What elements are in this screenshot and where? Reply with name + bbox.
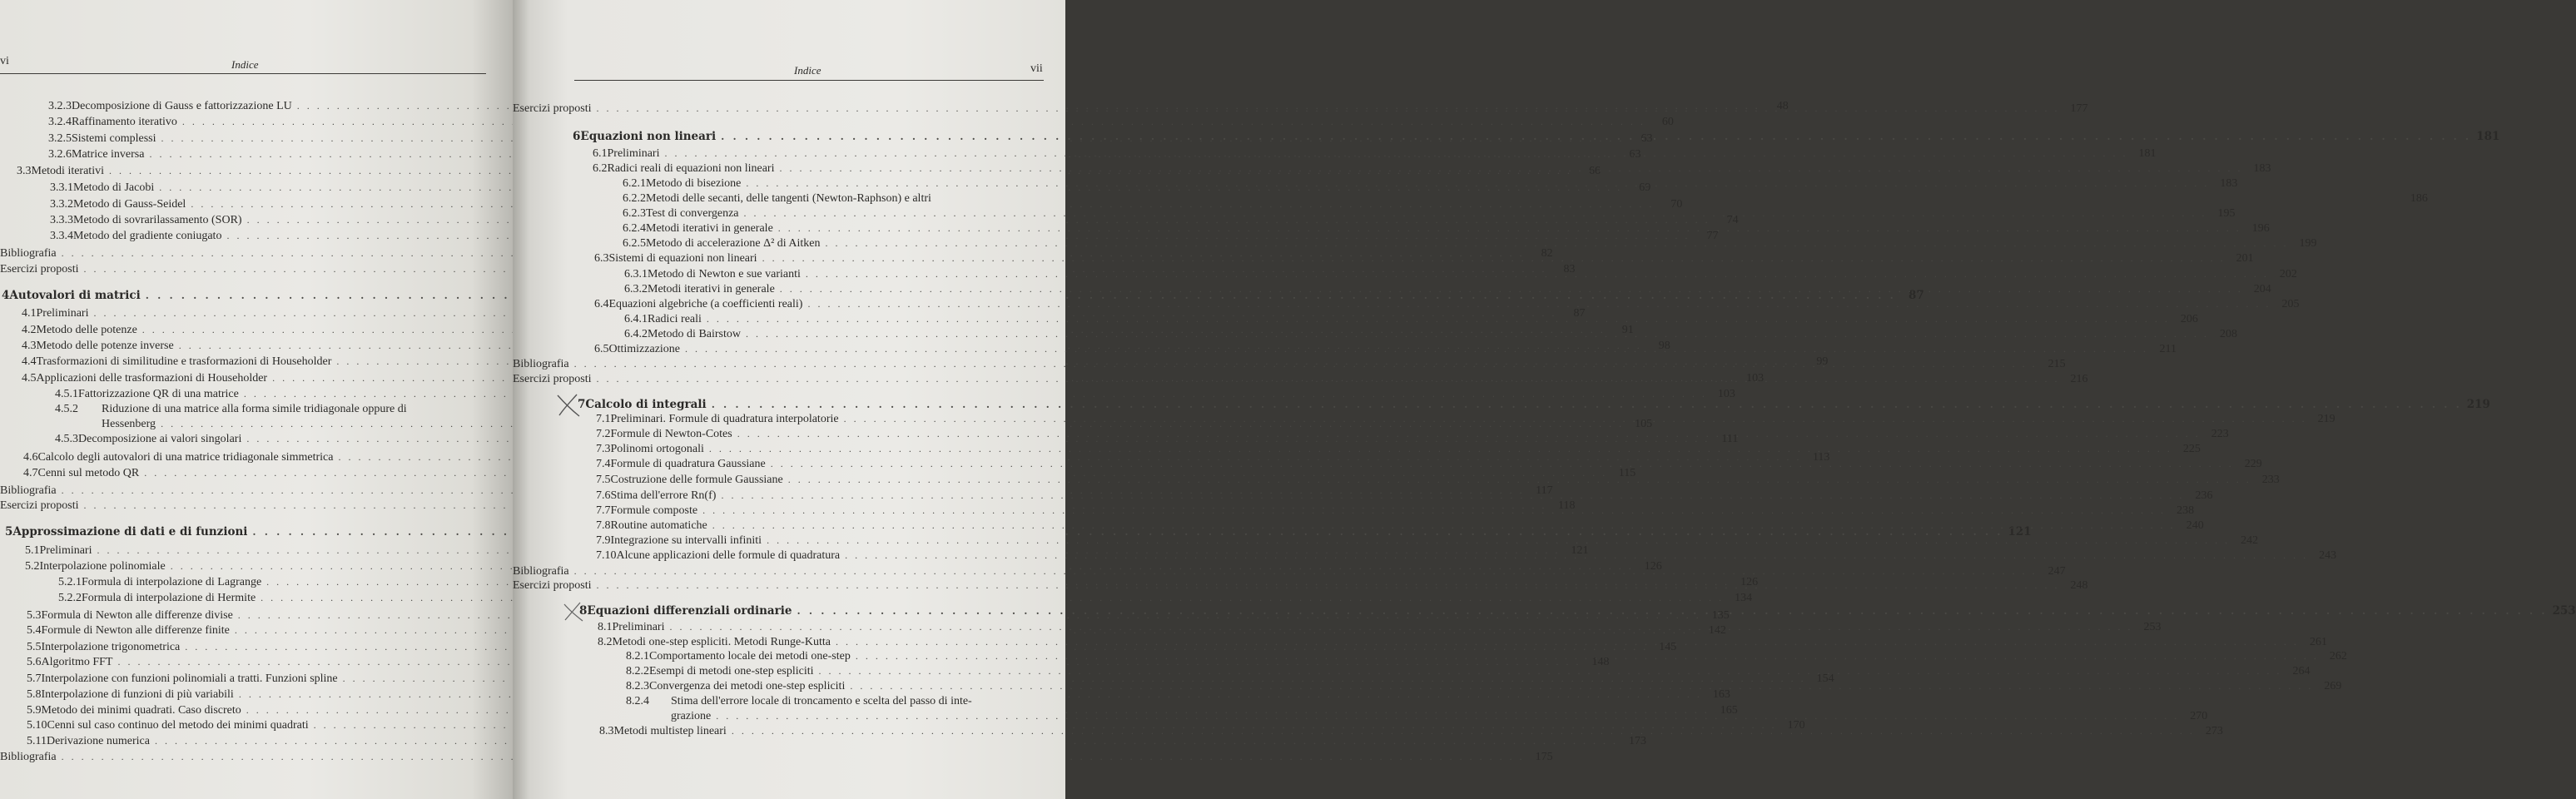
toc-entry-number: 5.2.2	[58, 592, 82, 604]
toc-entry-page: 236	[2195, 489, 2213, 502]
toc-entry-page: 82	[1541, 247, 1553, 260]
toc-entry-number: 6.2.1	[623, 177, 646, 190]
toc-entry-title: Costruzione delle formule Gaussiane	[610, 474, 783, 486]
toc-leader-dots	[737, 426, 2201, 441]
toc-entry-number: 6.5	[594, 343, 609, 355]
toc-entry-title: Riduzione di una matrice alla forma simile tridiagonale oppure di	[102, 403, 407, 415]
toc-entry-page: 66	[1588, 165, 1601, 177]
toc-leader-dots	[826, 236, 2289, 251]
toc-entry-number: 5.8	[27, 688, 42, 701]
toc-entry-number: 8.2.3	[626, 680, 649, 692]
toc-entry-page: 270	[2190, 710, 2208, 722]
toc-entry-number: 7.9	[596, 534, 611, 547]
toc-entry-number: 8	[579, 604, 588, 618]
toc-entry-number: 4.7	[23, 467, 38, 479]
toc-entry-page: 264	[2292, 665, 2310, 677]
toc-entry-number: 7.7	[596, 504, 611, 517]
toc-entry	[594, 296, 2300, 312]
toc-entry-title: Polinomi ortogonali	[610, 443, 704, 455]
toc-entry-number: 4.4	[22, 355, 37, 368]
toc-entry-number: 3.3.4	[50, 230, 73, 242]
toc-entry-title: Calcolo di integrali	[585, 398, 707, 411]
toc-entry-page: 219	[2317, 413, 2335, 425]
toc-entry-number: 4.5.1	[55, 388, 78, 400]
toc-entry-title: Ottimizzazione	[608, 343, 681, 355]
toc-entry-number: 4.5.2	[55, 403, 78, 415]
toc-entry-page: 223	[2211, 428, 2229, 440]
toc-entry-page: 118	[1558, 499, 1576, 512]
toc-entry-page: 48	[1776, 100, 1789, 112]
toc-leader-dots	[709, 441, 2172, 456]
toc-entry-number: 5.2.1	[58, 576, 82, 588]
toc-entry-page: 98	[1658, 340, 1670, 352]
toc-entry-title: Formule composte	[610, 504, 698, 517]
toc-entry-title: Fattorizzazione QR di una matrice	[78, 388, 239, 400]
toc-entry-title: Alcune applicazioni delle formule di quadratura	[616, 549, 841, 562]
toc-entry-title: Autovalori di matrici	[9, 289, 141, 302]
toc-entry-page: 145	[1659, 641, 1677, 653]
toc-entry-page: 269	[2324, 680, 2342, 692]
toc-entry-title: Formule di Newton alle differenze finite	[41, 624, 230, 637]
toc-entry-page: 154	[1816, 672, 1834, 685]
toc-entry-number: 5.3	[27, 609, 42, 622]
toc-entry-number: 5.5	[27, 641, 42, 653]
toc-entry-title: Metodi delle secanti, delle tangenti (Newton-Raphson) e altri	[646, 192, 931, 205]
toc-entry-page: 126	[1740, 576, 1759, 588]
toc-entry-title: Esempi di metodi one-step espliciti	[649, 665, 814, 677]
toc-entry-page: 126	[1644, 560, 1662, 573]
toc-entry-title: Metodi one-step espliciti. Metodi Runge-Kutta	[612, 636, 831, 648]
toc-entry-number: 8.2	[598, 636, 613, 648]
toc-entry-number: 8.3	[599, 725, 614, 737]
toc-entry	[626, 694, 1044, 709]
toc-leader-dots	[665, 146, 2128, 161]
toc-leader-dots	[685, 341, 2148, 356]
toc-leader-dots	[797, 603, 2547, 618]
toc-entry-page: 121	[2008, 525, 2032, 538]
toc-entry-title: Metodo delle potenze	[36, 324, 137, 336]
toc-entry-number: 5.10	[27, 719, 47, 732]
toc-entry-page: 87	[1573, 307, 1586, 320]
toc-leader-dots	[596, 578, 2059, 593]
toc-entry-title: Metodo di sovrarilassamento (SOR)	[73, 214, 242, 226]
toc-leader-dots	[712, 518, 2176, 533]
toc-entry-page: 225	[2182, 443, 2201, 455]
toc-entry-title: Metodo di Bairstow	[648, 328, 741, 340]
handwritten-x-mark-icon	[561, 599, 586, 624]
toc-entry-title: Approssimazione di dati e di funzioni	[12, 525, 248, 538]
toc-entry-page: 181	[2138, 147, 2157, 160]
toc-entry-title: Bibliografia	[0, 247, 57, 260]
handwritten-x-mark-icon	[554, 391, 586, 419]
toc-entry-page: 183	[2253, 162, 2271, 175]
toc-entry-title: Raffinamento iterativo	[72, 116, 177, 128]
toc-leader-dots	[807, 296, 2271, 311]
toc-entry-number: 4.5.3	[55, 433, 78, 445]
toc-entry-title: Interpolazione trigonometrica	[41, 641, 181, 653]
toc-leader-dots	[844, 411, 2307, 426]
toc-entry-page: 173	[1628, 735, 1646, 747]
toc-leader-dots	[574, 563, 2037, 578]
toc-entry-number: 6.2.3	[623, 207, 646, 220]
toc-entry-number: 5.1	[25, 544, 40, 557]
toc-entry-page: 142	[1708, 624, 1726, 637]
toc-entry-number: 7.5	[596, 474, 611, 486]
toc-entry-number: 6.2.4	[623, 222, 646, 235]
right-running-head: Indice	[794, 64, 821, 77]
toc-leader-dots	[788, 472, 2251, 487]
toc-leader-dots	[712, 397, 2462, 412]
toc-leader-dots	[716, 708, 2179, 723]
toc-entry-title: Metodo di Jacobi	[73, 181, 155, 194]
toc-entry-page: 105	[1635, 418, 1653, 430]
toc-entry-page: 247	[2047, 565, 2066, 578]
toc-entry-page: 208	[2220, 328, 2237, 340]
toc-leader-dots	[744, 206, 2207, 221]
toc-leader-dots	[819, 663, 2282, 678]
toc-entry-title: Equazioni differenziali ordinarie	[587, 604, 792, 618]
toc-entry-page: 186	[2410, 192, 2428, 205]
left-running-head: Indice	[231, 58, 259, 71]
toc-entry-page: 103	[1717, 388, 1735, 400]
toc-entry-title: Sistemi complessi	[72, 132, 156, 145]
toc-entry-title: Preliminari	[612, 621, 665, 633]
toc-entry	[0, 749, 1553, 765]
toc-entry-title: Derivazione numerica	[46, 735, 150, 747]
toc-entry-title: Esercizi proposti	[513, 579, 592, 592]
toc-entry-page: 273	[2205, 725, 2223, 737]
toc-leader-dots	[836, 634, 2299, 649]
toc-entry-number: 7.10	[596, 549, 617, 562]
toc-entry-page: 262	[2329, 650, 2347, 663]
toc-entry-title: Algoritmo FFT	[41, 656, 113, 668]
toc-entry	[58, 590, 1753, 606]
toc-entry-number: 5.11	[27, 735, 47, 747]
toc-entry-title: Metodo delle potenze inverse	[36, 340, 174, 352]
toc-entry-title: Preliminari	[39, 544, 92, 557]
toc-entry-number: 6.2.2	[623, 192, 646, 205]
toc-entry-page: 253	[2552, 604, 2576, 618]
toc-entry-title: Decomposizione di Gauss e fattorizzazione LU	[72, 100, 292, 112]
toc-entry-number: 3.3.2	[50, 198, 73, 211]
toc-entry-title: Comportamento locale dei metodi one-step	[649, 650, 851, 663]
toc-entry-page: 77	[1706, 230, 1719, 242]
toc-entry-title: Metodo di Newton e sue varianti	[648, 268, 801, 280]
toc-entry-title: Esercizi proposti	[513, 373, 592, 385]
toc-leader-dots	[850, 678, 2313, 693]
toc-entry-title: Bibliografia	[513, 358, 569, 370]
toc-entry-number: 5.6	[27, 656, 42, 668]
toc-entry	[55, 402, 486, 417]
toc-entry-page: 170	[1787, 719, 1805, 732]
toc-entry-title: Cenni sul metodo QR	[37, 467, 140, 479]
toc-entry-title: Preliminari	[36, 307, 89, 320]
toc-entry-title: Radici reali	[648, 313, 702, 325]
toc-entry-page: 87	[1908, 289, 1924, 302]
toc-entry-page: 99	[1816, 355, 1829, 368]
toc-entry-number: 3.2.3	[48, 100, 72, 112]
toc-entry-number: 7.6	[596, 489, 611, 502]
toc-entry-page: 195	[2217, 207, 2236, 220]
toc-entry-title: Metodi iterativi in generale	[648, 283, 775, 295]
toc-leader-dots	[670, 619, 2133, 634]
toc-entry-title: Sistemi di equazioni non lineari	[608, 252, 757, 265]
toc-entry-page: 211	[2159, 343, 2177, 355]
toc-entry-page: 135	[1711, 609, 1730, 622]
toc-entry-number: 7.3	[596, 443, 611, 455]
toc-leader-dots	[746, 326, 2209, 341]
toc-entry-page: 201	[2236, 252, 2254, 265]
toc-entry	[596, 533, 2259, 548]
toc-entry-number: 8.2.2	[626, 665, 649, 677]
toc-leader-dots	[780, 281, 2243, 296]
toc-entry-page: 63	[1640, 132, 1653, 145]
toc-entry-title: Test di convergenza	[646, 207, 739, 220]
toc-entry-number: 4.2	[22, 324, 37, 336]
toc-entry-number: 4.1	[22, 307, 37, 320]
toc-entry-number: 8.1	[598, 621, 613, 633]
toc-leader-dots	[702, 503, 2166, 518]
toc-entry-title: Formule di Newton-Cotes	[610, 428, 732, 440]
toc-entry-page: 121	[1571, 544, 1589, 557]
toc-entry-page: 111	[1721, 433, 1739, 445]
toc-leader-dots	[596, 371, 2059, 386]
toc-entry-page: 163	[1712, 688, 1730, 701]
toc-entry-number: 4.6	[23, 451, 38, 464]
toc-entry-title-continuation: grazione	[671, 710, 712, 722]
toc-entry-title: Metodo del gradiente coniugato	[73, 230, 222, 242]
left-page-number: vi	[0, 55, 9, 67]
toc-entry-number: 4	[2, 289, 10, 302]
toc-entry-title: Metodi iterativi	[31, 165, 104, 177]
toc-entry-number: 6.4.1	[624, 313, 648, 325]
toc-entry-page: 243	[2319, 549, 2337, 562]
toc-entry-number: 6.4	[594, 298, 609, 310]
toc-entry-title: Interpolazione polinomiale	[39, 560, 166, 573]
toc-entry	[596, 441, 2201, 457]
toc-entry-title: Esercizi proposti	[513, 102, 592, 115]
toc-entry-number: 6.2	[593, 162, 608, 175]
toc-entry-title: Applicazioni delle trasformazioni di Householder	[36, 372, 268, 385]
toc-entry-page: 202	[2279, 268, 2297, 280]
toc-entry-number: 3.3.3	[50, 214, 73, 226]
toc-entry-title: Matrice inversa	[72, 148, 145, 161]
toc-entry-page: 69	[1639, 181, 1651, 194]
toc-entry-title: Equazioni non lineari	[580, 130, 717, 143]
toc-leader-dots	[771, 456, 2234, 471]
right-page-number: vii	[1030, 62, 1043, 75]
toc-entry-page: 196	[2251, 222, 2270, 235]
toc-leader-dots	[767, 533, 2230, 548]
toc-entry-number: 5.2	[25, 560, 40, 573]
toc-entry-number: 7.8	[596, 519, 611, 532]
toc-entry-page: 248	[2070, 579, 2088, 592]
toc-entry-title: Esercizi proposti	[0, 499, 79, 512]
left-header-rule	[0, 73, 486, 74]
toc-entry-title: Metodo di accelerazione Δ² di Aitken	[646, 237, 821, 250]
toc-entry-page: 175	[1535, 751, 1553, 763]
toc-entry-title: Equazioni algebriche (a coefficienti reali)	[608, 298, 803, 310]
toc-entry-page: 261	[2309, 636, 2327, 648]
toc-entry-title: Preliminari	[607, 147, 660, 160]
toc-entry-title: Formula di interpolazione di Hermite	[82, 592, 256, 604]
toc-entry-number: 8.2.1	[626, 650, 649, 663]
toc-leader-dots	[762, 251, 2226, 266]
toc-entry-title: Routine automatiche	[610, 519, 707, 532]
toc-entry-title: Metodo di bisezione	[646, 177, 742, 190]
toc-entry-page: 103	[1746, 372, 1764, 385]
toc-entry-number: 6.1	[593, 147, 608, 160]
toc-entry-page: 181	[2476, 130, 2500, 143]
toc-entry-page: 117	[1536, 484, 1553, 497]
toc-entry-number: 3.2.6	[48, 148, 72, 161]
toc-entry-page: 183	[2220, 177, 2238, 190]
toc-entry-number: 5.9	[27, 704, 42, 717]
toc-entry-number: 5.4	[27, 624, 42, 637]
toc-entry-page: 63	[1629, 148, 1641, 161]
toc-entry-title: Metodi iterativi in generale	[646, 222, 773, 235]
toc-leader-dots	[574, 356, 2037, 371]
toc-entry-title: Trasformazioni di similitudine e trasformazioni di Householder	[36, 355, 332, 368]
toc-entry-number: 6.3.1	[624, 268, 648, 280]
toc-entry-number: 8.2.4	[626, 695, 649, 707]
toc-leader-dots	[746, 176, 2209, 191]
toc-entry-page: 216	[2070, 373, 2088, 385]
toc-entry-number: 4.3	[22, 340, 37, 352]
toc-entry-title: Interpolazione di funzioni di più variabili	[41, 688, 234, 701]
toc-entry-title: Metodo dei minimi quadrati. Caso discreto	[41, 704, 241, 717]
toc-chapter-entry	[578, 397, 2490, 412]
toc-entry-page: 229	[2244, 458, 2262, 470]
toc-leader-dots	[732, 723, 2195, 738]
toc-leader-dots	[721, 129, 2471, 144]
toc-entry-page: 219	[2466, 398, 2490, 411]
toc-entry-number: 4.5	[22, 372, 37, 385]
toc-entry-page: 113	[1812, 451, 1830, 464]
toc-leader-dots	[806, 266, 2269, 281]
toc-entry-page: 204	[2253, 283, 2271, 295]
toc-entry-title: Metodi multistep lineari	[613, 725, 727, 737]
toc-leader-dots	[596, 101, 2059, 116]
toc-leader-dots	[856, 648, 2319, 663]
toc-entry-number: 7	[578, 398, 586, 411]
right-header-rule	[574, 80, 1044, 81]
toc-entry-number: 5.7	[27, 672, 42, 685]
toc-entry-title: Formula di Newton alle differenze divise	[41, 609, 233, 622]
toc-entry-page: 215	[2047, 358, 2066, 370]
toc-entry-number: 6.3	[594, 252, 609, 265]
toc-entry-page: 91	[1621, 324, 1634, 336]
toc-entry-page: 70	[1670, 198, 1683, 211]
toc-entry-number: 6.4.2	[624, 328, 648, 340]
toc-entry-page: 134	[1735, 592, 1753, 604]
toc-entry-title: Metodo di Gauss-Seidel	[73, 198, 186, 211]
toc-leader-dots	[778, 221, 2241, 236]
toc-entry-page: 205	[2281, 298, 2300, 310]
toc-entry-number: 6.3.2	[624, 283, 648, 295]
toc-entry-title: Formula di interpolazione di Lagrange	[82, 576, 262, 588]
toc-entry-number: 3.3	[17, 165, 32, 177]
toc-entry-number: 3.3.1	[50, 181, 73, 194]
toc-entry	[48, 114, 1674, 130]
toc-entry-page: 242	[2241, 534, 2259, 547]
toc-entry-page: 115	[1618, 467, 1636, 479]
toc-entry-page: 83	[1563, 263, 1576, 275]
toc-entry-title: Formule di quadratura Gaussiane	[610, 458, 766, 470]
toc-entry-page: 60	[1661, 116, 1674, 128]
toc-entry-number: 6.2.5	[623, 237, 646, 250]
toc-leader-dots	[779, 161, 2242, 176]
toc-entry	[55, 386, 1735, 402]
toc-entry-title: Bibliografia	[0, 751, 57, 763]
toc-entry-title: Cenni sul caso continuo del metodo dei minimi quadrati	[47, 719, 309, 732]
toc-entry-title-continuation: Hessenberg	[102, 418, 156, 430]
toc-leader-dots	[707, 311, 2170, 326]
toc-entry-page: 199	[2299, 237, 2317, 250]
toc-entry-page: 177	[2070, 102, 2088, 115]
toc-entry-page: 240	[2186, 519, 2204, 532]
toc-entry-title: Stima dell'errore locale di troncamento e scelta del passo di inte-	[671, 695, 972, 707]
toc-entry-page: 238	[2176, 504, 2195, 517]
toc-entry-number: 7.1	[596, 413, 611, 425]
toc-entry-page: 148	[1591, 656, 1610, 668]
toc-entry-title: Decomposizione ai valori singolari	[78, 433, 242, 445]
toc-entry-title: Stima dell'errore Rn(f)	[610, 489, 717, 502]
toc-entry-title: Radici reali di equazioni non lineari	[607, 162, 775, 175]
toc-entry-page: 206	[2180, 313, 2198, 325]
toc-entry-title: Esercizi proposti	[0, 263, 79, 275]
toc-entry-title: Interpolazione con funzioni polinomiali a tratti. Funzioni spline	[41, 672, 338, 685]
toc-entry-page: 165	[1720, 704, 1738, 717]
toc-entry-number: 5	[5, 525, 13, 538]
toc-entry-page: 74	[1726, 214, 1739, 226]
toc-entry-title: Calcolo degli autovalori di una matrice tridiagonale simmetrica	[37, 451, 334, 464]
toc-entry-title: Preliminari. Formule di quadratura interpolatorie	[610, 413, 839, 425]
toc-entry-page: 253	[2143, 621, 2162, 633]
toc-entry-number: 3.2.5	[48, 132, 72, 145]
toc-entry-title: Integrazione su intervalli infiniti	[610, 534, 762, 547]
toc-entry-number: 7.4	[596, 458, 611, 470]
toc-entry-title: Bibliografia	[513, 565, 569, 578]
toc-leader-dots	[721, 488, 2184, 503]
toc-entry-page: 233	[2261, 474, 2280, 486]
toc-entry-title: Convergenza dei metodi one-step espliciti	[649, 680, 846, 692]
toc-entry-title: Bibliografia	[0, 484, 57, 497]
toc-entry-number: 6	[573, 130, 581, 143]
toc-entry-number: 3.2.4	[48, 116, 72, 128]
toc-entry-number: 7.2	[596, 428, 611, 440]
toc-leader-dots	[845, 548, 2308, 563]
toc-entry	[27, 733, 1646, 749]
